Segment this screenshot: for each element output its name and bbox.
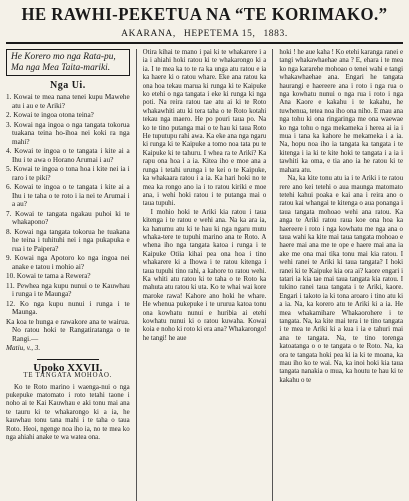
question-list [6,93,130,343]
chapter-paragraph: Ko te Roto marino i waenga-nui o nga pukepuke matomato i roto tetahi taone i noho ai te Kai Kauwhau e aki tonu mai ana te tauru ki te whakarongo ki a ia, he kauwhau tonu tana mahi i te taha o taua Roto. Heoi, ngenge noa iho ia, no te mea ko nga ahiahi anake te wa watea ona. [6,383,130,442]
column-right [279,49,403,501]
question-item: Ka koa te hunga e rawakore ana te wairua. No ratou hoki te Rangatiratanga o te Rangi.— [6,317,130,343]
dateline [6,29,403,44]
question-item: 3. Kowai nga ingoa o nga tangata tokorua tuakana teina ho-ihoa nei koki ra nga mahi? [6,120,130,146]
dateline-year: 1883. [263,29,288,39]
column-rule [272,49,273,501]
section-title: Nga Ui. [49,80,86,91]
dateline-date: HEPETEMA 15, [183,29,256,39]
question-item: 9. Kowai nga Apotoro ko nga ingoa nei anake e tatou i mohio ai? [6,254,130,271]
column-rule [136,49,137,501]
column-middle [143,49,267,501]
question-item: 2. Kowai te ingoa otona teina? [6,111,94,120]
question-item: 1. Kowai te mea nana tenei kupu Mawehe atu i au e te Ariki? [6,93,130,110]
masthead-title: HE RAWHI-PEKETUA NA “TE KORIMAKO.” [21,4,388,24]
chapter-subtitle: TE TANGATA MOHOAO. [23,372,113,380]
question-item: 8. Kowai nga tangata tokorua he tuakana he teina i tuhituhi nei i nga pukapuka e rua i te Paipera? [6,227,130,253]
article-heading: He Korero mo nga Rata-pu, Ma nga Mea Taita-mariki. [6,49,130,76]
body-paragraph: Otira kihai te mano i pai ki te whakarere i a ia i ahiahi hoki ratou ki te whakarongo ki a ia. I te mea ka to te ra ka unga atu ratou e ia ka haere ki o ratou whare. Eke ana ratou ka ona hoa tekau marua ki runga ki te Kaipuke ko etehi o nga tangata i eke ki runga ki nga poti. Na reira ratou tae atu ai ki te Roto whakawhiti atu ki tera taha o te Roto kotahi tekau nga maero. He po pouri taua po. Na ko te tino putanga mai o te hau ki taua Roto He tuputupu rahi awa. Ka eke ana nga ngaru ki runga ki te Kaipuke a tomo noa tata pu te Kaipuke ki te tahuru. I whea ra te Ariki? Ka rapu ona hoa i a ia. Kitea iho e moe ana a runga i tetahi urunga i te kei o te Kaipuke, ka whakaara ratou i a ia. Ka hari hoki no te mea ka rongo ano ia i to ratou kiriki e moe ana, i wehi hoki ratou i te putanga mai o taua tupuhi. [142,49,267,208]
question-item: 6. Kowai te ingoa o te tangata i kite ai a Ihu i te taha o te roto i ia nei te Arumai i a au? [6,183,130,209]
scripture-citation: Matiu, v., 3. [6,344,41,353]
question-item: 7. Kowai te tangata ngakau puhoi ki te whakapono? [6,209,130,227]
question-item: 10. Kowai te tama a Rewera? [6,272,91,281]
question-item: 12. Ko nga kupu nunui i runga i te Maunga. [6,299,130,317]
section-divider [37,359,99,360]
article-columns [6,49,403,501]
column-left [6,49,130,501]
body-paragraph: Na, ka kite tonu atu ia i te Ariki i te ratou rere ano kei tetehi o aua maunga matomato tetehi kahui poaka e kai ana i reira ano o ratou kai whangai te kitenga o aua ponanga i taua tangata mohoao wehi ana ratou. Ka anga te Ariki ratou raua koe ona hoa ka haereere i roto i nga kowhatu me nga ana o taua wahi ka kite mai taua tangata mohoao e haere mai ana me te ope e haere mai ana ia ake me ona mai tika tonu mai kia ratou. I wehi ranei te Ariki ki taua tangata? I hoki ranei ki te Kaipuke kia ora ai? kaore engari i tatari ia kia tae mai taua tangata kia ratou. I tukino ranei taua tangata i te Ariki, kaore. Engari i takoto ia ki tona aroaro i tino atu ki a ia. Na, ka korero atu te Ariki ki a ia. He mea whakamihare Whakaorohere i te tangata. Na, ka kite mai tera i te tino tangata i te mea te Ariki ki a kua i ia e tahuri mai ana te tangata. Na, te tino torenga katoatanga o o te tangata o te Roto. Na, ka ora te tangata hoki pea ki ia ki te moana, ka mau iho ko te wai. Na, ka inoi hoki kia taua tangata nanakia o mua, ka houtu te hau ki te kakahu o te [279,175,403,384]
dateline-place: AKARANA, [121,29,176,39]
chapter-title: Upoko XXVII. [33,361,103,374]
question-item: 5. Kowai te ingoa o tona hoa i kite nei ia i raro i te piki? [6,165,130,182]
question-item: 11. Pewhea nga kupu nunui o te Kauwhau i runga i te Maunga? [6,281,130,299]
body-paragraph: I mohio hoki te Ariki kia ratou i taua kitenga i te ratou e wehi ana. Na ka ara ia, ka hanumu atu ki te hau ki nga ngaru mutu whaka-tere te tupuhi marino ana te Roto. A whena iho nga tangata katoa i runga i te Kaipuke Otiia kihai pea ona hoa i tino whakarere ki a Ihowa i te ratou kitenga i taua tupuhi tino rahi, a kahore to ratou wehi. Ka whiti atu ratou ki te taha o te Roto ka mahuta atu ratou ki uta. Ko te whai wai kore maroke rawa! Kahore ano hoki he whare. He whenua pukepuke i te ururua katoa tonu ona kowhatu nunui e huribia ai etehi kowhatu nunui ki o ratou kuwaha. Kowai koia e noho ki roto ki era ana? Whakarongo! he tangi! he aue [142,208,267,342]
body-paragraph: hoki ! he aue kaha ! Ko etehi karanga ranei e tangi whakawhaehae ana ? E, ehara i te mea ko nga kararehe mohoao o tenei wahi e tangi whakawhaehae ana. Engari he tangata haurangi e haereere ana i roto i nga rua o nga kowhatu nunui o nga rua i roto i nga Ana Kaore e kakahu i te kakahu, he tuwhenua, tetea noa iho ona niho. E mau ana nga tohu ki ona ringaringa me ona waewae ko nga tohu o nga mekameka i herea ai ia i mua i tana ka kahore he mekameka i a ia. Na, hopu noa iho ia tangata ka tangata i te kitenga i ia ki te kite hoki te tangata i a ia i tawhiti ka oma, e tia ano ia he ratou ki te mahara atu. [279,49,403,174]
question-item: 4. Kowai te ingoa o te tangata i kite ai a Ihu i te awa o Horano Arumai i au? [6,147,130,164]
